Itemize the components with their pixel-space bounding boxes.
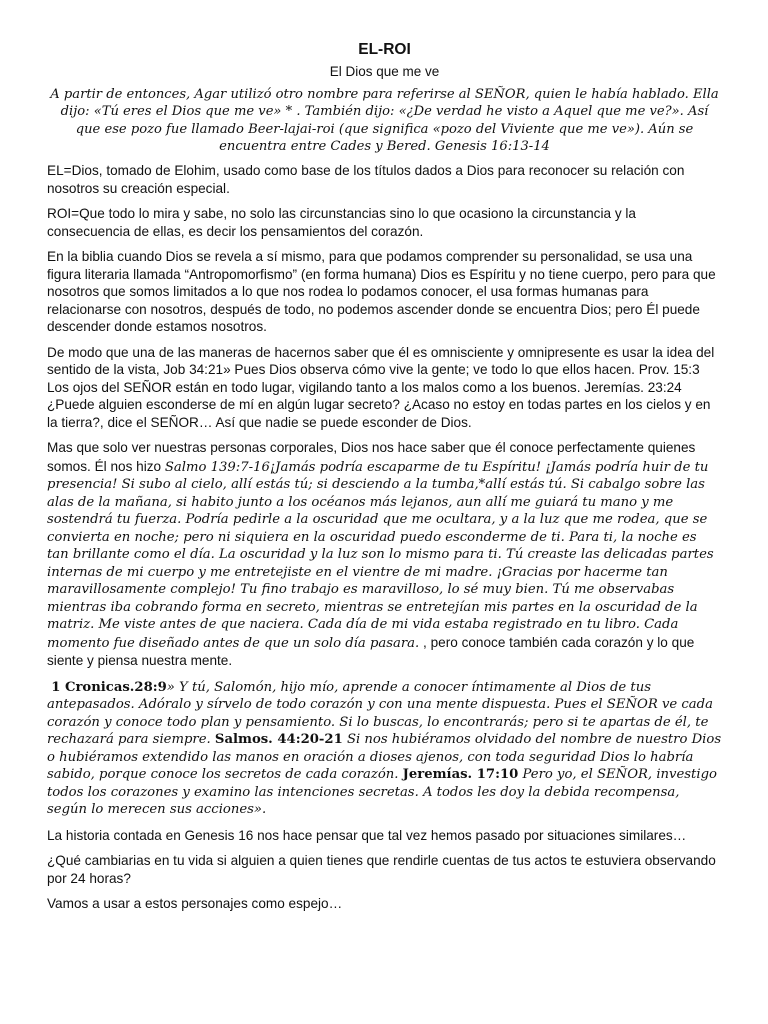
- document-subtitle: El Dios que me ve: [329, 64, 440, 79]
- paragraph-historia: La historia contada en Genesis 16 nos hace pensar que tal vez hemos pasado por situaciones similares…: [47, 827, 687, 843]
- paragraph-espejo: Vamos a usar a estos personajes como espejo…: [47, 896, 343, 912]
- paragraph-el: EL=Dios, tomado de Elohim, usado como base de los títulos dados a Dios para reconocer su relación con nosotros su creación especial.: [47, 163, 685, 196]
- paragraph-antropomorfismo: En la biblia cuando Dios se revela a sí mismo, para que podamos comprender su personalidad, se usa una figura literaria llamada “Antropomorfismo” (en forma humana) Dios es Espíritu y no tiene cuerpo, pero para que nosotros que somos limitados a lo que nos rodea lo podamos conocer, el usa formas humanas para relacionarse con nosotros, después de todo, no podemos ascender donde se encuentra Dios; pero Él puede descender donde estamos nosotros.: [47, 249, 716, 335]
- paragraph-omnisciente: De modo que una de las maneras de hacernos saber que él es omnisciente y omnipresente es usar la idea del sentido de la vista, Job 34:21» Pues Dios observa cómo vive la gente; ve todo lo que ellos hacen. Prov. 15:3 Los ojos del SEÑOR están en todo lugar, vigilando tanto a los malos como a los buenos. Jeremías. 23:24 ¿Puede alguien esconderse de mí en algún lugar secreto? ¿Acaso no estoy en todas partes en los cielos y en la tierra?, dice el SEÑOR… Así que nadie se puede esconder de Dios.: [47, 344, 715, 430]
- text-salmos: Si nos hubiéramos olvidado del nombre de nuestro Dios o hubiéramos extendido las manos en oración a dioses ajenos, con toda seguridad Dios lo habría sabido, porque conoce los secretos de cada corazón.: [47, 732, 722, 783]
- paragraph-references: [47, 679, 722, 819]
- paragraph-pregunta: ¿Qué cambiarias en tu vida si alguien a quien tienes que rendirle cuentas de tus actos te estuviera observando por 24 horas?: [47, 853, 716, 886]
- ref-cronicas: 1 Cronicas.28:9: [51, 679, 167, 695]
- text-jeremias: Pero yo, el SEÑOR, investigo todos los corazones y examino las intenciones secretas. A todos les doy la debida recompensa, según lo merecen sus acciones».: [47, 767, 717, 818]
- salmo-139-quote: Salmo 139:7-16¡Jamás podría escaparme de tu Espíritu! ¡Jamás podría huir de tu presencia! Si subo al cielo, allí estás tú; si desciendo a la tumba,*allí estás tú. Si cabalgo sobre las alas de la mañana, si habito junto a los océanos más lejanos, aun allí me guiará tu mano y me sostendrá tu fuerza. Podría pedirle a la oscuridad que me ocultara, y a la luz que me rodea, que se convierta en noche; pero ni siquiera en la oscuridad puedo esconderme de ti. Para ti, la noche es tan brillante como el día. La oscuridad y la luz son lo mismo para ti. Tú creaste las delicadas partes internas de mi cuerpo y me entretejiste en el vientre de mi madre. ¡Gracias por hacerme tan maravillosamente complejo! Tu fino trabajo es maravilloso, lo sé muy bien. Tú me observabas mientras iba cobrando forma en secreto, mientras se entretejían mis partes en la oscuridad de la matriz. Me viste antes de que naciera. Cada día de mi vida estaba registrado en tu libro. Cada momento fue diseñado antes de que un solo día pasara.: [47, 459, 714, 651]
- document-title: EL-ROI: [358, 41, 411, 58]
- ref-jeremias: Jeremías. 17:10: [402, 767, 519, 783]
- paragraph-roi: ROI=Que todo lo mira y sabe, no solo las circunstancias sino lo que ocasiono la circunstancia y la consecuencia de ellas, es decir los pensamientos del corazón.: [47, 206, 636, 239]
- paragraph-salmo-139: [47, 439, 722, 671]
- epigraph-quote: A partir de entonces, Agar utilizó otro nombre para referirse al SEÑOR, quien le había hablado. Ella dijo: «Tú eres el Dios que me ve» * . También dijo: «¿De verdad he visto a Aquel que me ve?». Así que ese pozo fue llamado Beer-lajai-roi (que significa «pozo del Viviente que me ve»). Aún se encuentra entre Cades y Bered. Genesis 16:13-14: [50, 87, 719, 154]
- text-cronicas: » Y tú, Salomón, hijo mío, aprende a conocer íntimamente al Dios de tus antepasados. Adóralo y sírvelo de todo corazón y con una mente dispuesta. Pues el SEÑOR ve cada corazón y conoce todo plan y pensamiento. Si lo buscas, lo encontrarás; pero si te apartas de él, te rechazará para siempre.: [47, 679, 713, 748]
- ref-salmos: Salmos. 44:20-21: [214, 732, 343, 748]
- salmo-outro: , pero conoce también cada corazón y lo que siente y piensa nuestra mente.: [47, 634, 695, 669]
- salmo-intro: Mas que solo ver nuestras personas corporales, Dios nos hace saber que él conoce perfectamente quienes somos. Él nos hizo: [47, 440, 696, 474]
